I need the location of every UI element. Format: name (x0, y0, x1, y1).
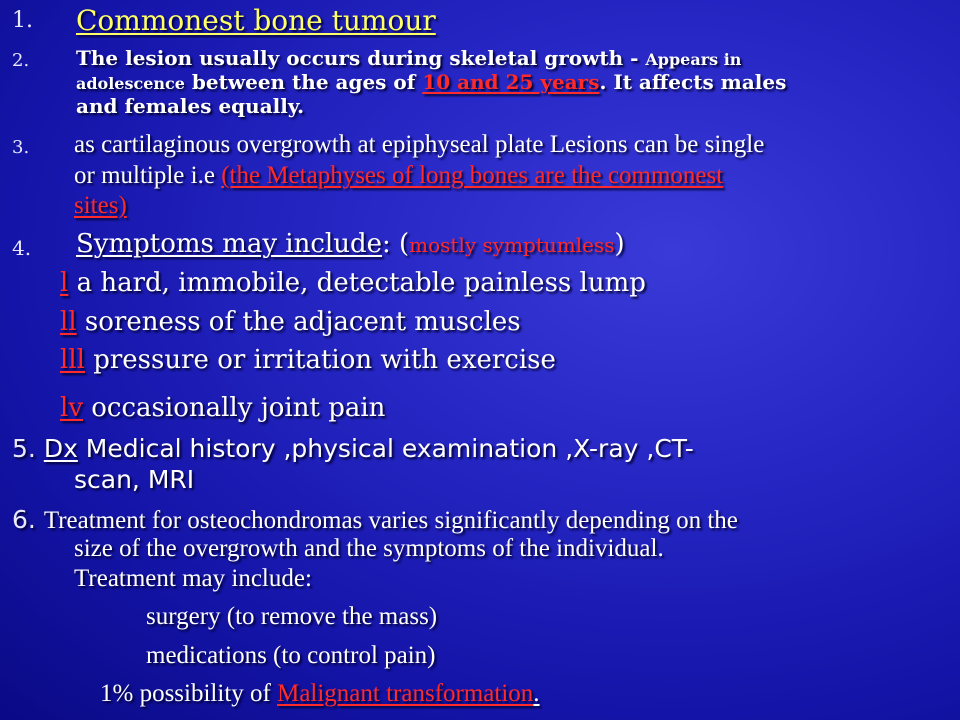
item-3-line-1: as cartilaginous overgrowth at epiphyseal plate Lesions can be single (74, 131, 765, 158)
item-3-number: 3. (12, 137, 30, 158)
symptom-2 (60, 307, 521, 337)
symptom-1-marker: l (60, 268, 69, 298)
symptom-3-marker: lll (60, 345, 85, 375)
item-1-number: 1. (12, 8, 33, 33)
item-6-number: 6. (12, 505, 44, 534)
dx-label: Dx (43, 434, 78, 463)
malignant-transformation: Malignant transformation (277, 680, 534, 707)
item-2-line-3: and females equally. (76, 94, 305, 118)
item-3-metaphyses: (the Metaphyses of long bones are the commonest (221, 162, 724, 189)
symptom-1-text: a hard, immobile, detectable painless lump (68, 268, 646, 298)
item-6-line-1 (12, 505, 738, 535)
item-4-text-d: ) (614, 229, 625, 259)
item-2-number: 2. (12, 50, 30, 71)
item-6-line-2: size of the overgrowth and the symptoms of the individual. (74, 535, 664, 562)
item-3-line-3: sites) (74, 192, 127, 219)
item-2-text-b: Appears in (645, 50, 742, 69)
item-2-text-f: . It affects males (599, 70, 787, 94)
item-4-text-b: : ( (381, 229, 410, 259)
item-3-text-b: or multiple i.e (74, 162, 222, 189)
item-5-line-2: scan, MRI (74, 465, 195, 494)
item-6-line-3: Treatment may include: (74, 565, 312, 592)
item-5-text-a: Medical history ,physical examination ,X-ray ,CT- (77, 434, 694, 463)
item-2-age-range: 10 and 25 years (422, 70, 600, 94)
malignant-text-a: 1% possibility of (100, 680, 278, 707)
symptom-2-text: soreness of the adjacent muscles (76, 307, 521, 337)
item-3-line-2 (74, 162, 723, 190)
item-2-text-d: between the ages of (184, 70, 423, 94)
item-2-line-2 (76, 70, 786, 94)
item-4-number: 4. (12, 236, 32, 260)
symptom-4 (60, 393, 385, 423)
treatment-medications: medications (to control pain) (146, 642, 436, 669)
symptom-4-marker: lv (60, 393, 84, 423)
malignant-line (100, 680, 540, 708)
item-6-text-a: Treatment for osteochondromas varies significantly depending on the (43, 507, 738, 534)
symptom-2-marker: ll (60, 307, 77, 337)
item-1-heading: Commonest bone tumour (76, 4, 436, 37)
symptom-4-text: occasionally joint pain (83, 393, 386, 423)
item-2-text-c: adolescence (76, 74, 185, 93)
malignant-period: . (533, 680, 540, 707)
treatment-surgery: surgery (to remove the mass) (146, 603, 438, 630)
item-2-line-1 (76, 46, 741, 70)
item-5-number: 5. (12, 434, 44, 463)
mostly-symptumless: mostly symptumless (409, 233, 615, 257)
symptom-3 (60, 345, 556, 375)
item-5-line-1 (12, 434, 694, 463)
symptom-1 (60, 268, 646, 298)
symptoms-heading: Symptoms may include (76, 229, 382, 259)
item-2-text-a: The lesion usually occurs during skeletal growth - (76, 46, 646, 70)
symptom-3-text: pressure or irritation with exercise (84, 345, 556, 375)
item-4-line (76, 229, 625, 259)
